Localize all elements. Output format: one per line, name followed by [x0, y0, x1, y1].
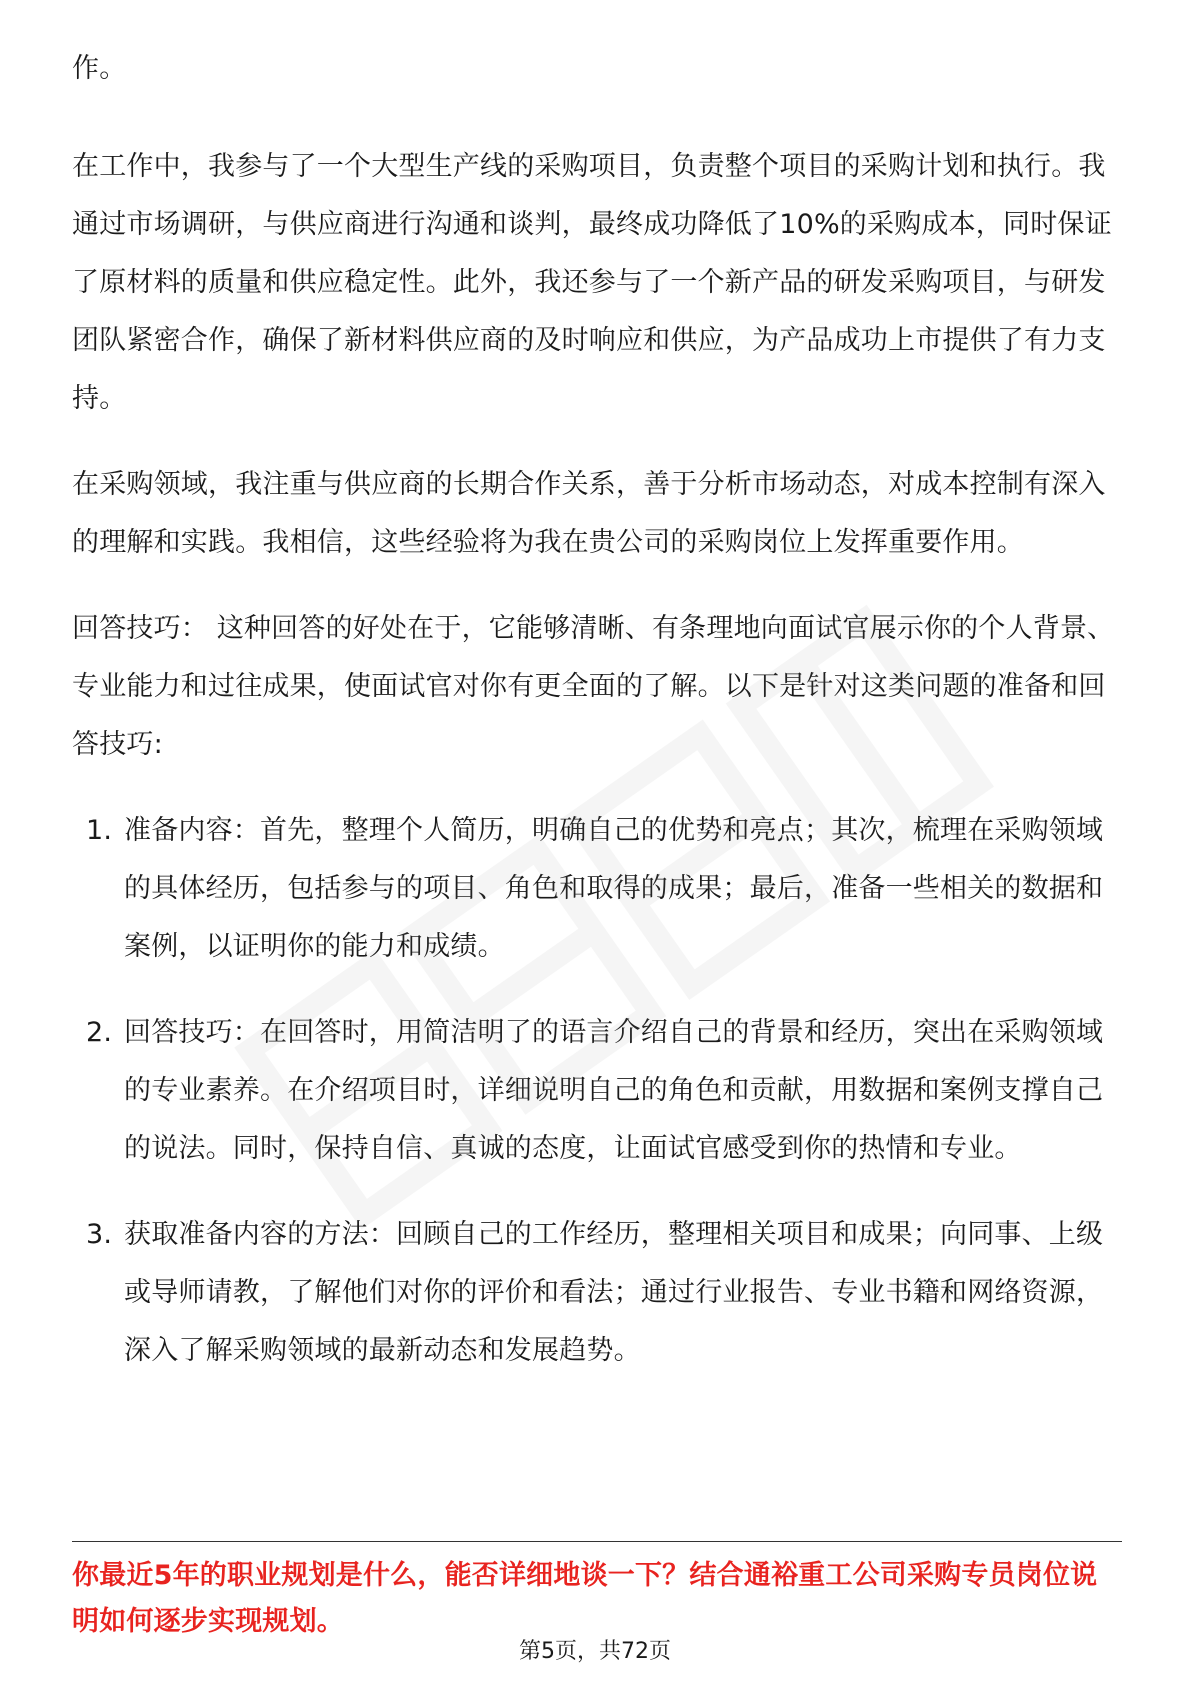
next-question-heading: 你最近5年的职业规划是什么，能否详细地谈一下？结合通裕重工公司采购专员岗位说明如何逐步实现规划。: [72, 1560, 1098, 1637]
section-divider: [72, 1541, 1122, 1542]
list-item-number: 1.: [86, 815, 113, 846]
list-item-number: 2.: [86, 1017, 113, 1048]
paragraph-experience: 在工作中，我参与了一个大型生产线的采购项目，负责整个项目的采购计划和执行。我通过市场调研，与供应商进行沟通和谈判，最终成功降低了10%的采购成本，同时保证了原材料的质量和供应稳定性。此外，我还参与了一个新产品的研发采购项目，与研发团队紧密合作，确保了新材料供应商的及时响应和供应，为产品成功上市提供了有力支持。: [72, 151, 1112, 414]
list-item: [72, 1206, 1122, 1380]
paragraph-strengths: 在采购领域，我注重与供应商的长期合作关系，善于分析市场动态，对成本控制有深入的理解和实践。我相信，这些经验将为我在贵公司的采购岗位上发挥重要作用。: [72, 469, 1106, 558]
list-item-text: 准备内容：首先，整理个人简历，明确自己的优势和亮点；其次，梳理在采购领域的具体经历，包括参与的项目、角色和取得的成果；最后，准备一些相关的数据和案例，以证明你的能力和成绩。: [124, 815, 1104, 962]
paragraph-continuation: 作。: [72, 53, 127, 84]
tips-list: [72, 802, 1122, 1380]
list-item: [72, 1004, 1122, 1178]
page-number: 第5页，共72页: [519, 1639, 671, 1664]
list-item-number: 3.: [86, 1219, 113, 1250]
document-body: [72, 40, 1122, 1408]
list-item-text: 回答技巧：在回答时，用简洁明了的语言介绍自己的背景和经历，突出在采购领域的专业素养。在介绍项目时，详细说明自己的角色和贡献，用数据和案例支撑自己的说法。同时，保持自信、真诚的态度，让面试官感受到你的热情和专业。: [124, 1017, 1104, 1164]
list-item: [72, 802, 1122, 976]
list-item-text: 获取准备内容的方法：回顾自己的工作经历，整理相关项目和成果；向同事、上级或导师请教，了解他们对你的评价和看法；通过行业报告、专业书籍和网络资源，深入了解采购领域的最新动态和发展趋势。: [124, 1219, 1104, 1366]
paragraph-answer-tips: 回答技巧： 这种回答的好处在于，它能够清晰、有条理地向面试官展示你的个人背景、专业能力和过往成果，使面试官对你有更全面的了解。以下是针对这类问题的准备和回答技巧:: [72, 613, 1115, 760]
